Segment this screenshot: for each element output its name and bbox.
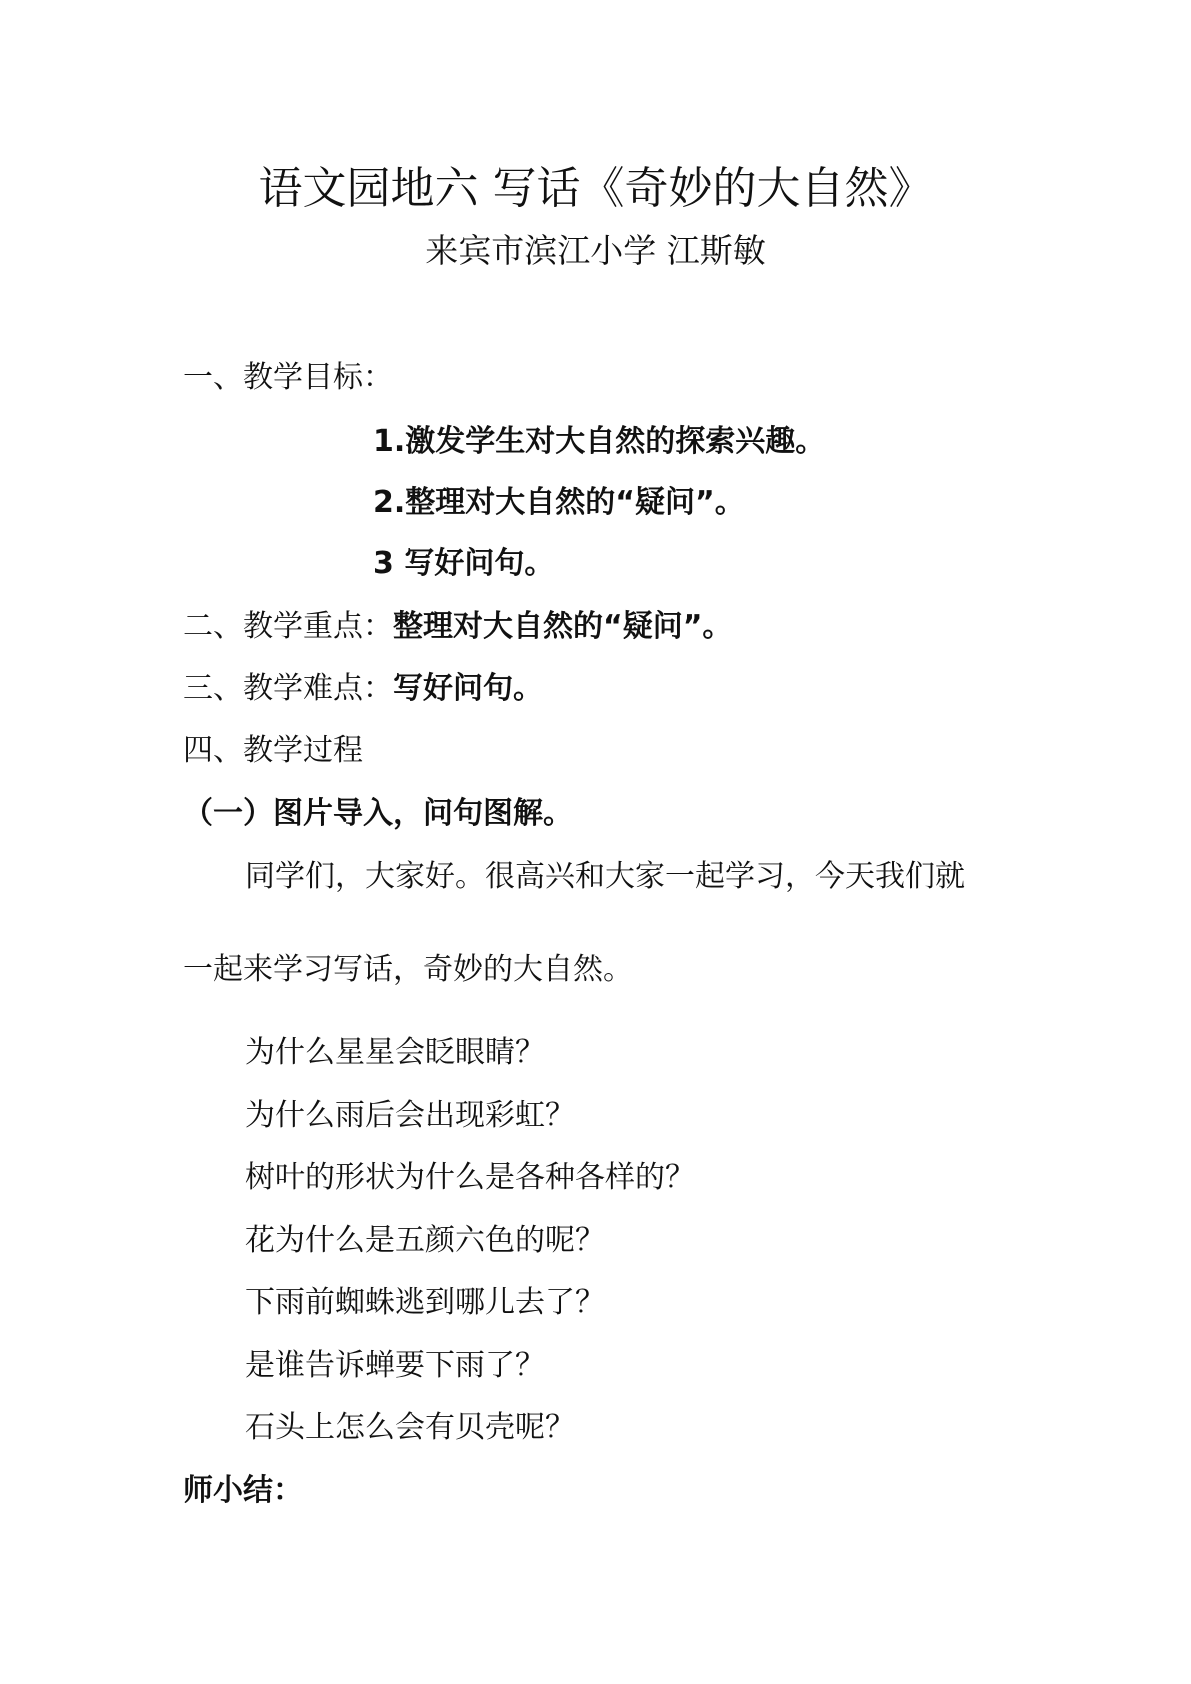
question-item: 树叶的形状为什么是各种各样的？ <box>245 1160 695 1195</box>
question-item: 下雨前蜘蛛逃到哪儿去了？ <box>245 1285 605 1320</box>
intro-paragraph-line: 一起来学习写话，奇妙的大自然。 <box>183 952 633 987</box>
intro-paragraph-line: 同学们，大家好。很高兴和大家一起学习，今天我们就 <box>245 859 965 894</box>
question-item: 为什么雨后会出现彩虹？ <box>245 1098 575 1133</box>
difficult-points-label: 三、教学难点： <box>183 671 393 706</box>
section-teaching-process-heading: 四、教学过程 <box>183 733 363 768</box>
question-item: 石头上怎么会有贝壳呢？ <box>245 1410 575 1445</box>
difficult-points-value: 写好问句。 <box>393 671 543 706</box>
document-author: 来宾市滨江小学 江斯敏 <box>425 231 766 270</box>
teaching-goal-item: 1.激发学生对大自然的探索兴趣。 <box>373 424 826 459</box>
section-teaching-goals-heading: 一、教学目标： <box>183 360 393 395</box>
question-item: 是谁告诉蝉要下雨了？ <box>245 1348 545 1383</box>
section-key-points <box>183 609 733 644</box>
question-item: 花为什么是五颜六色的呢？ <box>245 1223 605 1258</box>
part-one-heading: （一）图片导入，问句图解。 <box>183 796 573 831</box>
section-difficult-points <box>183 671 543 706</box>
key-points-label: 二、教学重点： <box>183 609 393 644</box>
document-title: 语文园地六 写话《奇妙的大自然》 <box>258 163 933 214</box>
key-points-value: 整理对大自然的“疑问”。 <box>393 609 733 644</box>
teaching-goal-item: 3 写好问句。 <box>373 546 555 581</box>
question-item: 为什么星星会眨眼睛？ <box>245 1035 545 1070</box>
teacher-summary-heading: 师小结： <box>183 1473 303 1508</box>
teaching-goal-item: 2.整理对大自然的“疑问”。 <box>373 485 745 520</box>
